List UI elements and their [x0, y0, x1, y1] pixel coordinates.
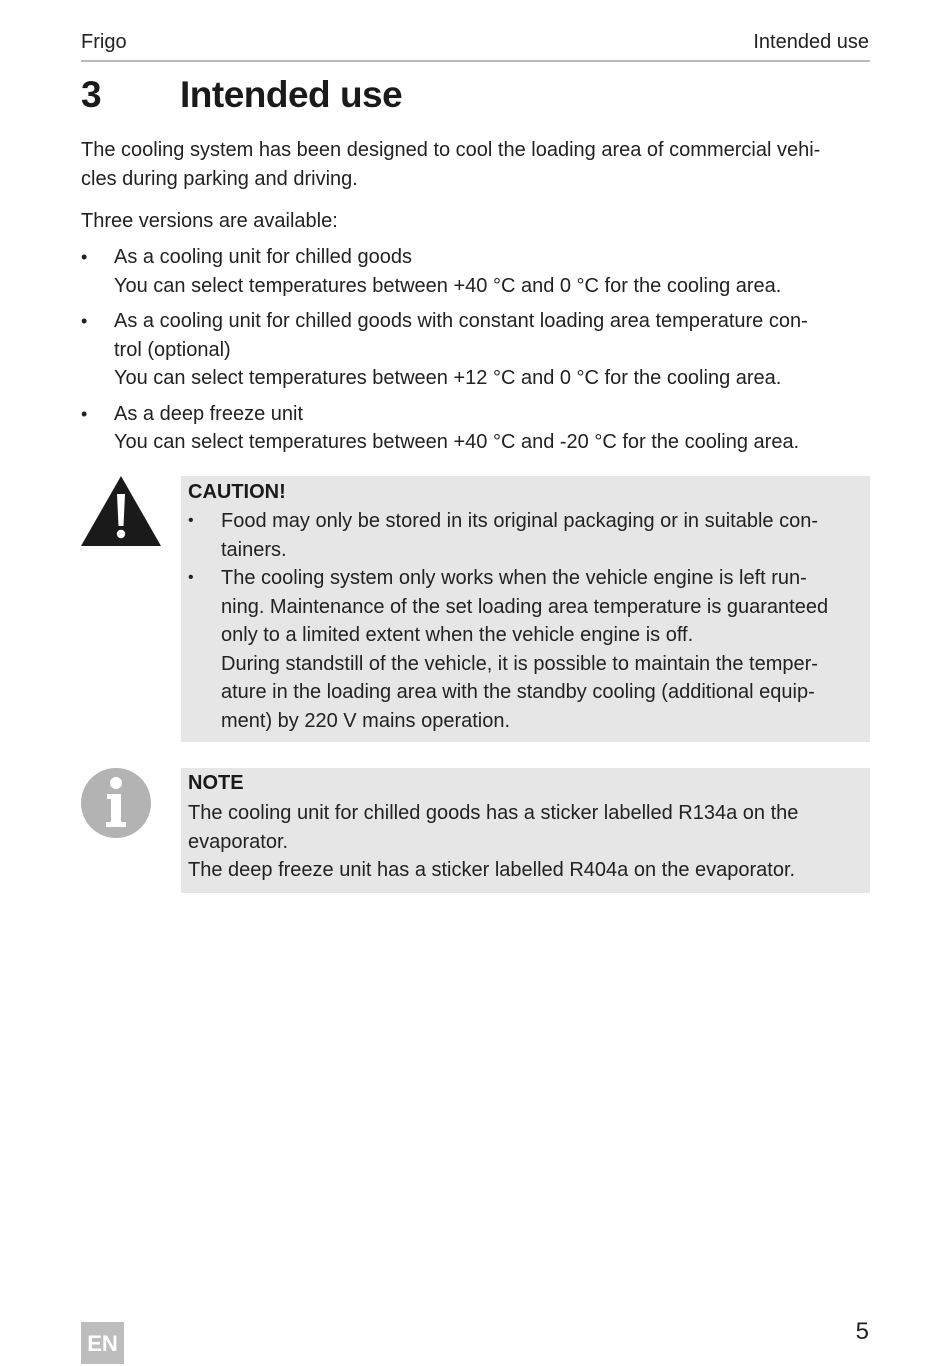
caution-heading: CAUTION!: [188, 481, 286, 503]
warning-triangle-icon: [80, 476, 162, 548]
note-line: The deep freeze unit has a sticker labelled R404a on the evaporator.: [188, 859, 796, 881]
language-badge: EN: [81, 1322, 124, 1364]
caution-box: [181, 476, 870, 742]
list-item-line: You can select temperatures between +40 °C and 0 °C for the cooling area.: [114, 274, 782, 297]
versions-intro: Three versions are available:: [81, 210, 338, 232]
list-item-line: Food may only be stored in its original packaging or in suitable con-: [221, 510, 818, 532]
list-item-line: You can select temperatures between +12 °C and 0 °C for the cooling area.: [114, 367, 782, 389]
note-line: The cooling unit for chilled goods has a sticker labelled R134a on the: [188, 802, 799, 824]
list-item-line: During standstill of the vehicle, it is possible to maintain the temper-: [221, 652, 818, 675]
page-number: 5: [855, 1318, 869, 1345]
list-item: [188, 507, 863, 564]
list-item-line: ature in the loading area with the standby cooling (additional equip-: [221, 681, 815, 703]
list-item: [81, 243, 876, 300]
list-item-line: trol (optional): [114, 338, 231, 361]
caution-list: [188, 507, 863, 735]
list-item-line: As a deep freeze unit: [114, 402, 304, 425]
bullet-icon: •: [188, 569, 194, 586]
list-item: [81, 307, 876, 393]
intro-paragraph: [81, 136, 876, 193]
list-item-line: You can select temperatures between +40 °C and -20 °C for the cooling area.: [114, 431, 800, 453]
list-item-line: ment) by 220 V mains operation.: [221, 709, 511, 732]
bullet-icon: •: [188, 512, 194, 529]
note-line: evaporator.: [188, 830, 289, 853]
header-chapter-name: Intended use: [753, 31, 869, 53]
section-title: Intended use: [180, 74, 403, 115]
list-item: [81, 400, 876, 457]
list-item-line: As a cooling unit for chilled goods with constant loading area temperature con-: [114, 310, 808, 332]
list-item-line: ning. Maintenance of the set loading area temperature is guaranteed: [221, 595, 829, 618]
info-icon: [80, 767, 152, 839]
header-manual-name: Frigo: [81, 31, 127, 53]
intro-line: cles during parking and driving.: [81, 167, 358, 190]
list-item-line: only to a limited extent when the vehicle engine is off.: [221, 624, 694, 646]
bullet-icon: •: [81, 311, 88, 331]
list-item: [188, 564, 863, 735]
list-item-line: The cooling system only works when the vehicle engine is left run-: [221, 567, 807, 589]
bullet-icon: •: [81, 403, 88, 424]
header-divider: [81, 60, 870, 62]
section-number: 3: [81, 74, 102, 115]
intro-line: The cooling system has been designed to cool the loading area of commercial vehi-: [81, 139, 821, 161]
note-box: [181, 768, 870, 893]
list-item-line: tainers.: [221, 538, 287, 561]
list-item-line: As a cooling unit for chilled goods: [114, 246, 412, 268]
versions-list: [81, 243, 876, 464]
bullet-icon: •: [81, 247, 88, 267]
note-text: [188, 799, 863, 885]
note-heading: NOTE: [188, 772, 244, 794]
